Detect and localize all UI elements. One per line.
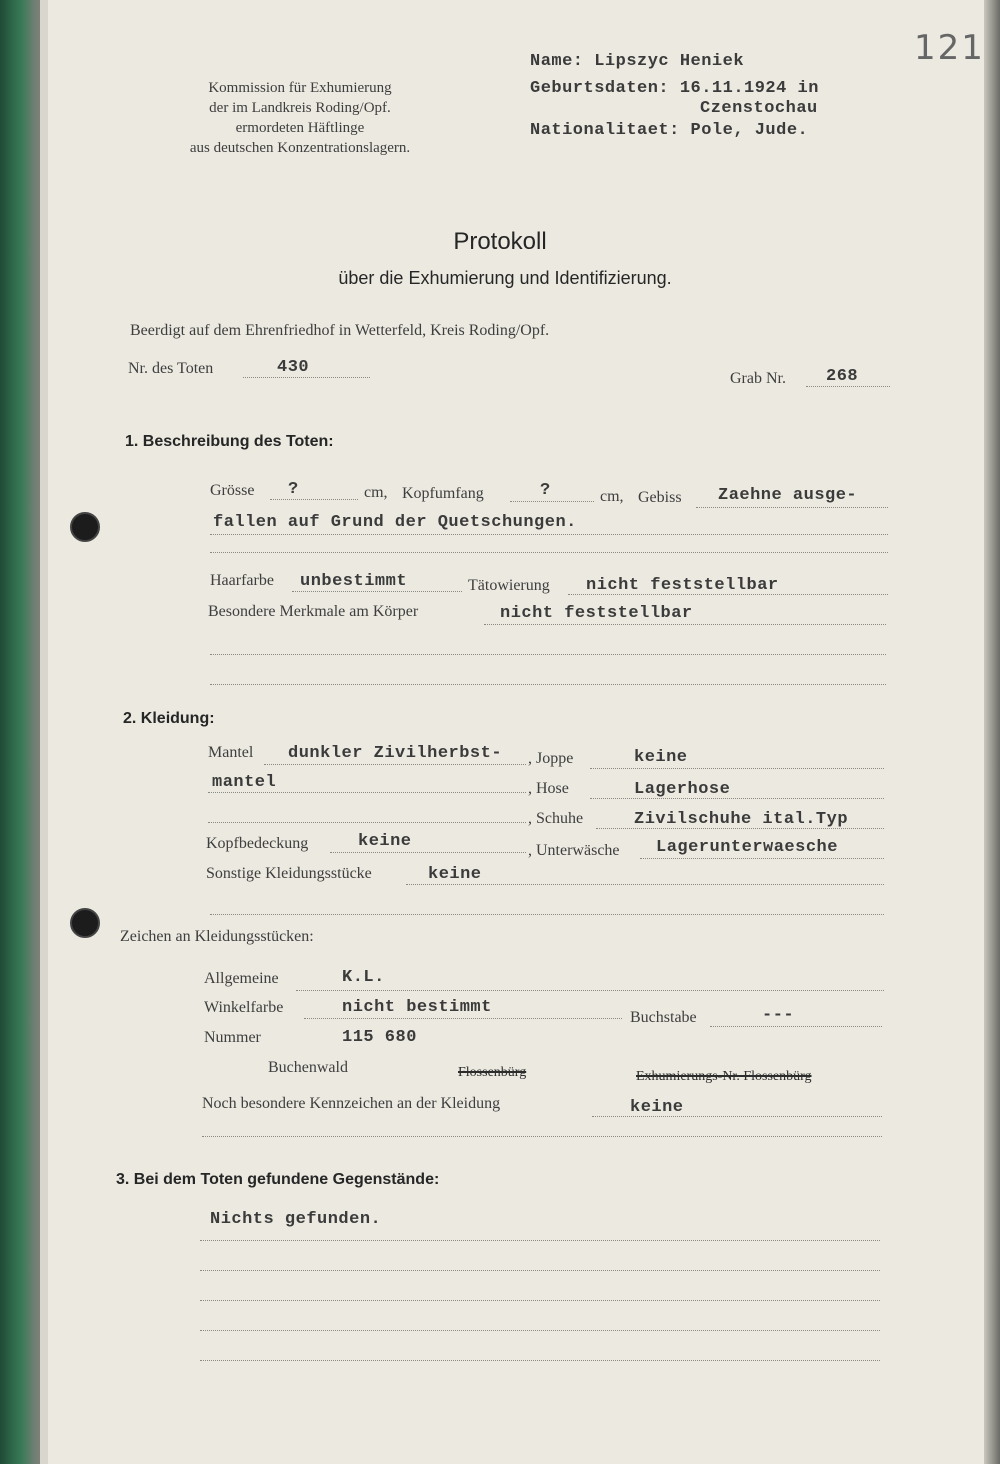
- joppe-label: , Joppe: [528, 750, 574, 767]
- joppe-value: keine: [634, 748, 688, 767]
- schuhe-label: , Schuhe: [528, 810, 584, 827]
- allgemeine-label: Allgemeine: [204, 970, 279, 987]
- buchstabe-value: ---: [762, 1006, 795, 1025]
- gebiss-line: [696, 507, 888, 508]
- cm-label: cm,: [364, 484, 388, 501]
- winkelfarbe-line: [304, 1018, 622, 1019]
- commission-line: aus deutschen Konzentrationslagern.: [189, 140, 411, 156]
- grab-label: Grab Nr.: [730, 370, 786, 387]
- blank-line: [210, 684, 886, 685]
- page-subtitle: über die Exhumierung und Identifizierung.: [338, 268, 672, 288]
- binder-edge: [0, 0, 40, 1464]
- mantel-value: dunkler Zivilherbst-: [288, 744, 503, 763]
- sonstige-line: [406, 884, 884, 885]
- cm-label: cm,: [600, 488, 624, 505]
- hose-value: Lagerhose: [634, 780, 731, 799]
- blank-line: [200, 1270, 880, 1271]
- unterwaesche-line: [640, 858, 884, 859]
- nr-toten-label: Nr. des Toten: [128, 360, 214, 377]
- blank-line: [200, 1360, 880, 1361]
- blank-line: [210, 654, 886, 655]
- punch-hole-upper: [70, 512, 100, 542]
- gebiss-value-2: fallen auf Grund der Quetschungen.: [213, 513, 577, 532]
- typed-name: Name: Lipszyc Heniek: [530, 52, 745, 71]
- mantel-value-2: mantel: [212, 773, 277, 792]
- blank-line: [200, 1300, 880, 1301]
- taetowierung-label: Tätowierung: [468, 577, 550, 594]
- section-1-title: 1. Beschreibung des Toten:: [125, 433, 334, 450]
- noch-kennzeichen-value: keine: [630, 1098, 684, 1117]
- unterwaesche-value: Lagerunterwaesche: [656, 838, 838, 857]
- allgemeine-line: [296, 990, 884, 991]
- commission-line: ermordeten Häftlinge: [235, 120, 365, 136]
- groesse-value: ?: [288, 480, 299, 499]
- sonstige-label: Sonstige Kleidungsstücke: [206, 865, 372, 882]
- page-edge: [984, 0, 1000, 1464]
- hose-label: , Hose: [528, 780, 569, 797]
- blank-line: [200, 1240, 880, 1241]
- buchstabe-line: [710, 1026, 882, 1027]
- zeichen-title: Zeichen an Kleidungsstücken:: [120, 928, 314, 945]
- typed-birth: Geburtsdaten: 16.11.1924 in: [530, 79, 819, 98]
- nummer-label: Nummer: [204, 1029, 261, 1046]
- grab-value: 268: [826, 367, 859, 386]
- buchstabe-label: Buchstabe: [630, 1009, 697, 1026]
- merkmale-value: nicht feststellbar: [500, 604, 693, 623]
- noch-kennzeichen-label: Noch besondere Kennzeichen an der Kleidung: [202, 1095, 501, 1112]
- buchenwald-label: Buchenwald: [268, 1059, 348, 1076]
- exhumierung-flossenbuerg-struck: Exhumierungs-Nr. Flossenbürg: [636, 1069, 812, 1084]
- section-2-title: 2. Kleidung:: [123, 710, 215, 727]
- winkelfarbe-label: Winkelfarbe: [204, 999, 284, 1016]
- mantel-line: [264, 764, 526, 765]
- groesse-line: [270, 499, 358, 500]
- blank-line: [210, 914, 884, 915]
- blank-line: [208, 822, 526, 823]
- sonstige-value: keine: [428, 865, 482, 884]
- kopfbedeckung-line: [330, 852, 526, 853]
- blank-line: [200, 1330, 880, 1331]
- mantel-line-2: [208, 792, 526, 793]
- mantel-label: Mantel: [208, 744, 254, 761]
- grab-line: [806, 386, 890, 387]
- typed-nationality: Nationalitaet: Pole, Jude.: [530, 121, 809, 140]
- buried-location: Beerdigt auf dem Ehrenfriedhof in Wetterfeld, Kreis Roding/Opf.: [130, 322, 550, 339]
- nr-toten-value: 430: [277, 358, 310, 377]
- haarfarbe-label: Haarfarbe: [210, 572, 274, 589]
- allgemeine-value: K.L.: [342, 968, 385, 987]
- commission-block: [150, 78, 450, 158]
- section-3-value: Nichts gefunden.: [210, 1210, 382, 1229]
- joppe-line: [590, 768, 884, 769]
- unterwaesche-label: , Unterwäsche: [528, 842, 620, 859]
- blank-line: [202, 1136, 882, 1137]
- kopfumfang-label: Kopfumfang: [402, 485, 484, 502]
- page-title: Protokoll: [453, 228, 547, 255]
- gebiss-value: Zaehne ausge-: [718, 486, 858, 505]
- commission-line: Kommission für Exhumierung: [208, 80, 392, 96]
- kopfumfang-line: [510, 501, 594, 502]
- section-3-title: 3. Bei dem Toten gefundene Gegenstände:: [116, 1171, 440, 1188]
- flossenbuerg-struck: Flossenbürg: [458, 1065, 527, 1080]
- merkmale-line: [484, 624, 886, 625]
- winkelfarbe-value: nicht bestimmt: [342, 998, 492, 1017]
- haarfarbe-value: unbestimmt: [300, 572, 408, 591]
- blank-line: [210, 552, 888, 553]
- kopfbedeckung-label: Kopfbedeckung: [206, 835, 309, 852]
- groesse-label: Grösse: [210, 482, 255, 499]
- nummer-value: 115 680: [342, 1028, 417, 1047]
- typed-birth-place: Czenstochau: [700, 99, 818, 118]
- haarfarbe-line: [292, 591, 462, 592]
- taetowierung-value: nicht feststellbar: [586, 576, 779, 595]
- page-number: 121: [914, 28, 985, 68]
- gebiss-label: Gebiss: [638, 489, 682, 506]
- kopfbedeckung-value: keine: [358, 832, 412, 851]
- gebiss-line-2: [210, 534, 888, 535]
- protocol-sheet: [40, 0, 984, 1464]
- commission-line: der im Landkreis Roding/Opf.: [209, 100, 391, 116]
- merkmale-label: Besondere Merkmale am Körper: [208, 603, 419, 620]
- punch-hole-lower: [70, 908, 100, 938]
- kopfumfang-value: ?: [540, 481, 551, 500]
- schuhe-value: Zivilschuhe ital.Typ: [634, 810, 849, 829]
- nr-toten-line: [243, 377, 370, 378]
